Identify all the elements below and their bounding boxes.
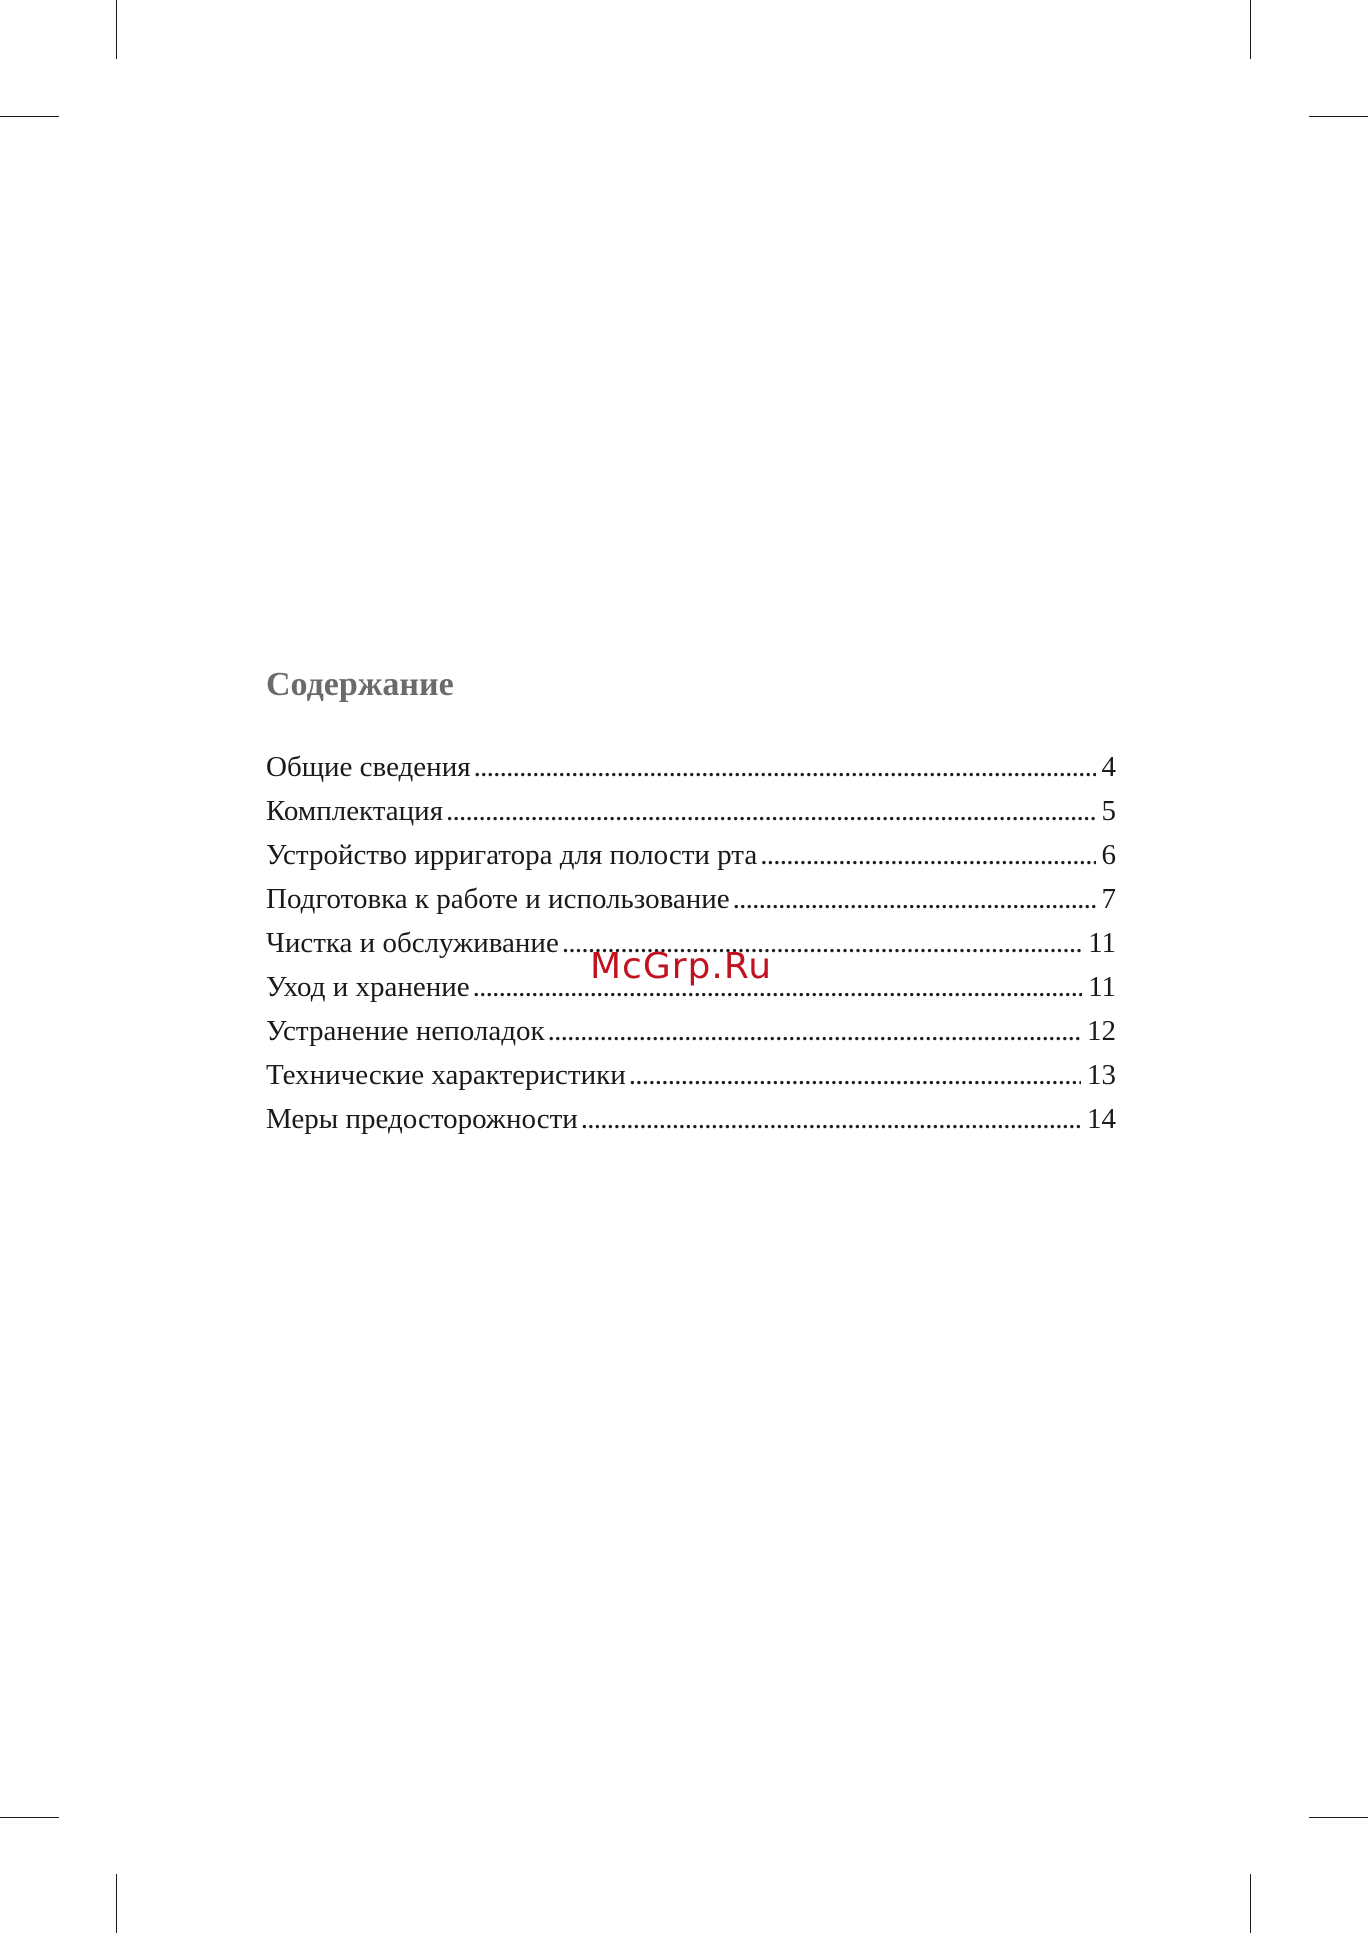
toc-entry-label: Меры предосторожности — [266, 1103, 578, 1135]
crop-mark-bottom-left-horizontal — [0, 1817, 59, 1818]
toc-entry-label: Технические характеристики — [266, 1059, 626, 1091]
toc-entry-label: Подготовка к работе и использование — [266, 883, 730, 915]
toc-entry-label: Устранение неполадок — [266, 1015, 545, 1047]
toc-dot-leader — [473, 965, 1082, 1009]
crop-mark-top-left-horizontal — [0, 116, 59, 117]
toc-entry-label: Комплектация — [266, 795, 444, 827]
toc-dot-leader — [629, 1053, 1081, 1097]
toc-dot-leader — [446, 789, 1095, 833]
toc-entry-page-number: 7 — [1101, 883, 1116, 915]
toc-entry-page-number: 5 — [1101, 795, 1116, 827]
toc-entry-label: Устройство ирригатора для полости рта — [266, 839, 758, 871]
toc-dot-leader — [548, 1009, 1081, 1053]
toc-entry[interactable] — [266, 745, 1116, 789]
toc-entry-label: Чистка и обслуживание — [266, 927, 559, 959]
toc-entry-page-number: 13 — [1087, 1059, 1116, 1091]
toc-entry-label: Общие сведения — [266, 751, 471, 783]
toc-entry-page-number: 4 — [1101, 751, 1116, 783]
toc-title: Содержание — [266, 666, 454, 703]
toc-entry[interactable] — [266, 1053, 1116, 1097]
toc-entry[interactable] — [266, 833, 1116, 877]
toc-entry[interactable] — [266, 789, 1116, 833]
crop-mark-top-left-vertical — [116, 0, 117, 59]
toc-dot-leader — [474, 745, 1096, 789]
toc-entry[interactable] — [266, 1009, 1116, 1053]
crop-mark-bottom-right-horizontal — [1309, 1817, 1368, 1818]
toc-entry-page-number: 6 — [1101, 839, 1116, 871]
watermark-text: McGrp.Ru — [590, 946, 773, 987]
toc-entry-label: Уход и хранение — [266, 971, 470, 1003]
table-of-contents — [266, 665, 1116, 1141]
toc-dot-leader — [581, 1097, 1081, 1141]
crop-mark-bottom-right-vertical — [1250, 1874, 1251, 1933]
toc-entry-page-number: 11 — [1088, 971, 1116, 1003]
toc-list — [266, 745, 1116, 1141]
crop-mark-top-right-horizontal — [1309, 116, 1368, 117]
crop-mark-top-right-vertical — [1250, 0, 1251, 59]
toc-entry-page-number: 12 — [1087, 1015, 1116, 1047]
toc-entry-page-number: 11 — [1088, 927, 1116, 959]
toc-entry-page-number: 14 — [1087, 1103, 1116, 1135]
toc-entry[interactable] — [266, 877, 1116, 921]
crop-mark-bottom-left-vertical — [116, 1874, 117, 1933]
toc-dot-leader — [760, 833, 1095, 877]
toc-entry[interactable] — [266, 1097, 1116, 1141]
toc-dot-leader — [733, 877, 1096, 921]
